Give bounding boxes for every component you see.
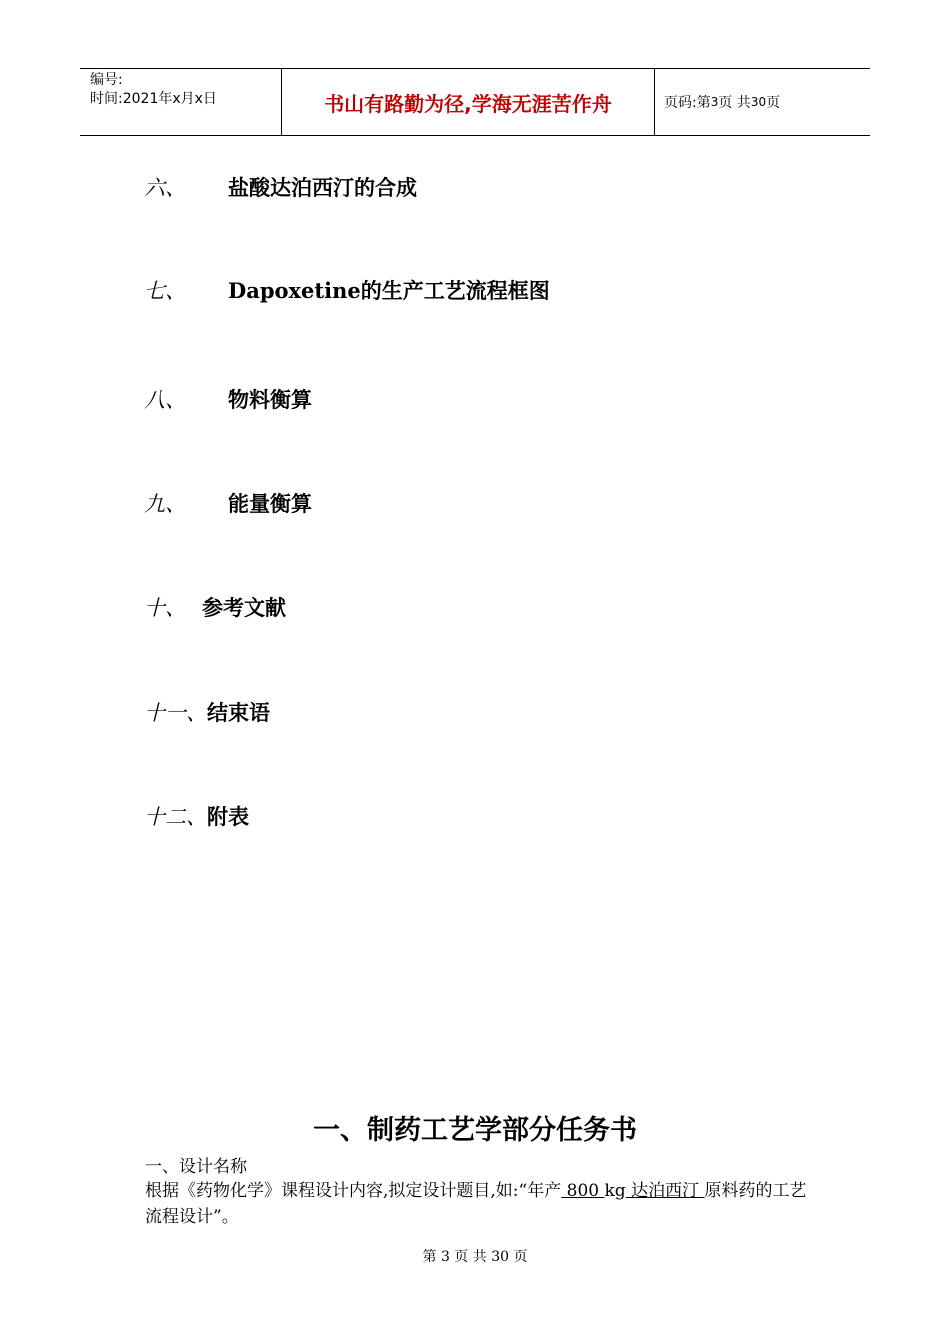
toc-title: Dapoxetine的生产工艺流程框图 bbox=[228, 278, 550, 303]
page-prefix: 页码:第 bbox=[664, 95, 711, 111]
page-header bbox=[80, 68, 870, 136]
toc-number: 十二、 bbox=[144, 805, 207, 829]
header-motto: 书山有路勤为径,学海无涯苦作舟 bbox=[324, 91, 612, 116]
para-text-a: 根据《药物化学》课程设计内容,拟定设计题目,如:“年产 bbox=[145, 1181, 562, 1201]
toc-item bbox=[144, 488, 312, 518]
toc-item bbox=[144, 801, 249, 831]
page-total: 30 bbox=[750, 95, 767, 109]
toc-number: 十、 bbox=[144, 596, 186, 620]
toc-title: 参考文献 bbox=[202, 596, 286, 620]
header-page-number bbox=[664, 69, 780, 135]
toc-title: 盐酸达泊西汀的合成 bbox=[228, 176, 417, 200]
toc-item bbox=[144, 384, 312, 414]
page-mid: 页 共 bbox=[718, 95, 751, 111]
para-unit: kg bbox=[604, 1181, 626, 1201]
para-quantity: 800 bbox=[561, 1181, 605, 1201]
para-product-name: 达泊西汀 bbox=[625, 1181, 705, 1201]
body-paragraph bbox=[145, 1178, 815, 1230]
toc-title: 物料衡算 bbox=[228, 388, 312, 412]
toc-item bbox=[144, 275, 550, 305]
toc-title: 能量衡算 bbox=[228, 492, 312, 516]
para-text-b: 原料药的工艺流程设计”。 bbox=[145, 1181, 807, 1227]
page-footer: 第 3 页 共 30 页 bbox=[422, 1249, 528, 1265]
toc-title: 附表 bbox=[207, 805, 249, 829]
number-label: 编号: bbox=[90, 72, 123, 88]
toc-number: 九、 bbox=[144, 492, 186, 516]
header-meta bbox=[90, 71, 217, 109]
toc-number: 六、 bbox=[144, 176, 186, 200]
toc-item bbox=[144, 697, 270, 727]
page-suffix: 页 bbox=[766, 95, 781, 111]
toc-item bbox=[144, 592, 286, 622]
toc-number: 十一、 bbox=[144, 701, 207, 725]
page-current: 3 bbox=[710, 95, 719, 109]
header-divider bbox=[654, 69, 655, 135]
sub-heading: 一、设计名称 bbox=[145, 1157, 247, 1177]
section-title: 一、制药工艺学部分任务书 bbox=[313, 1115, 637, 1146]
time-label: 时间:2021年x月x日 bbox=[90, 91, 217, 107]
toc-number: 七、 bbox=[144, 279, 186, 303]
toc-item bbox=[144, 172, 417, 202]
toc-title: 结束语 bbox=[207, 701, 270, 725]
toc-number: 八、 bbox=[144, 388, 186, 412]
